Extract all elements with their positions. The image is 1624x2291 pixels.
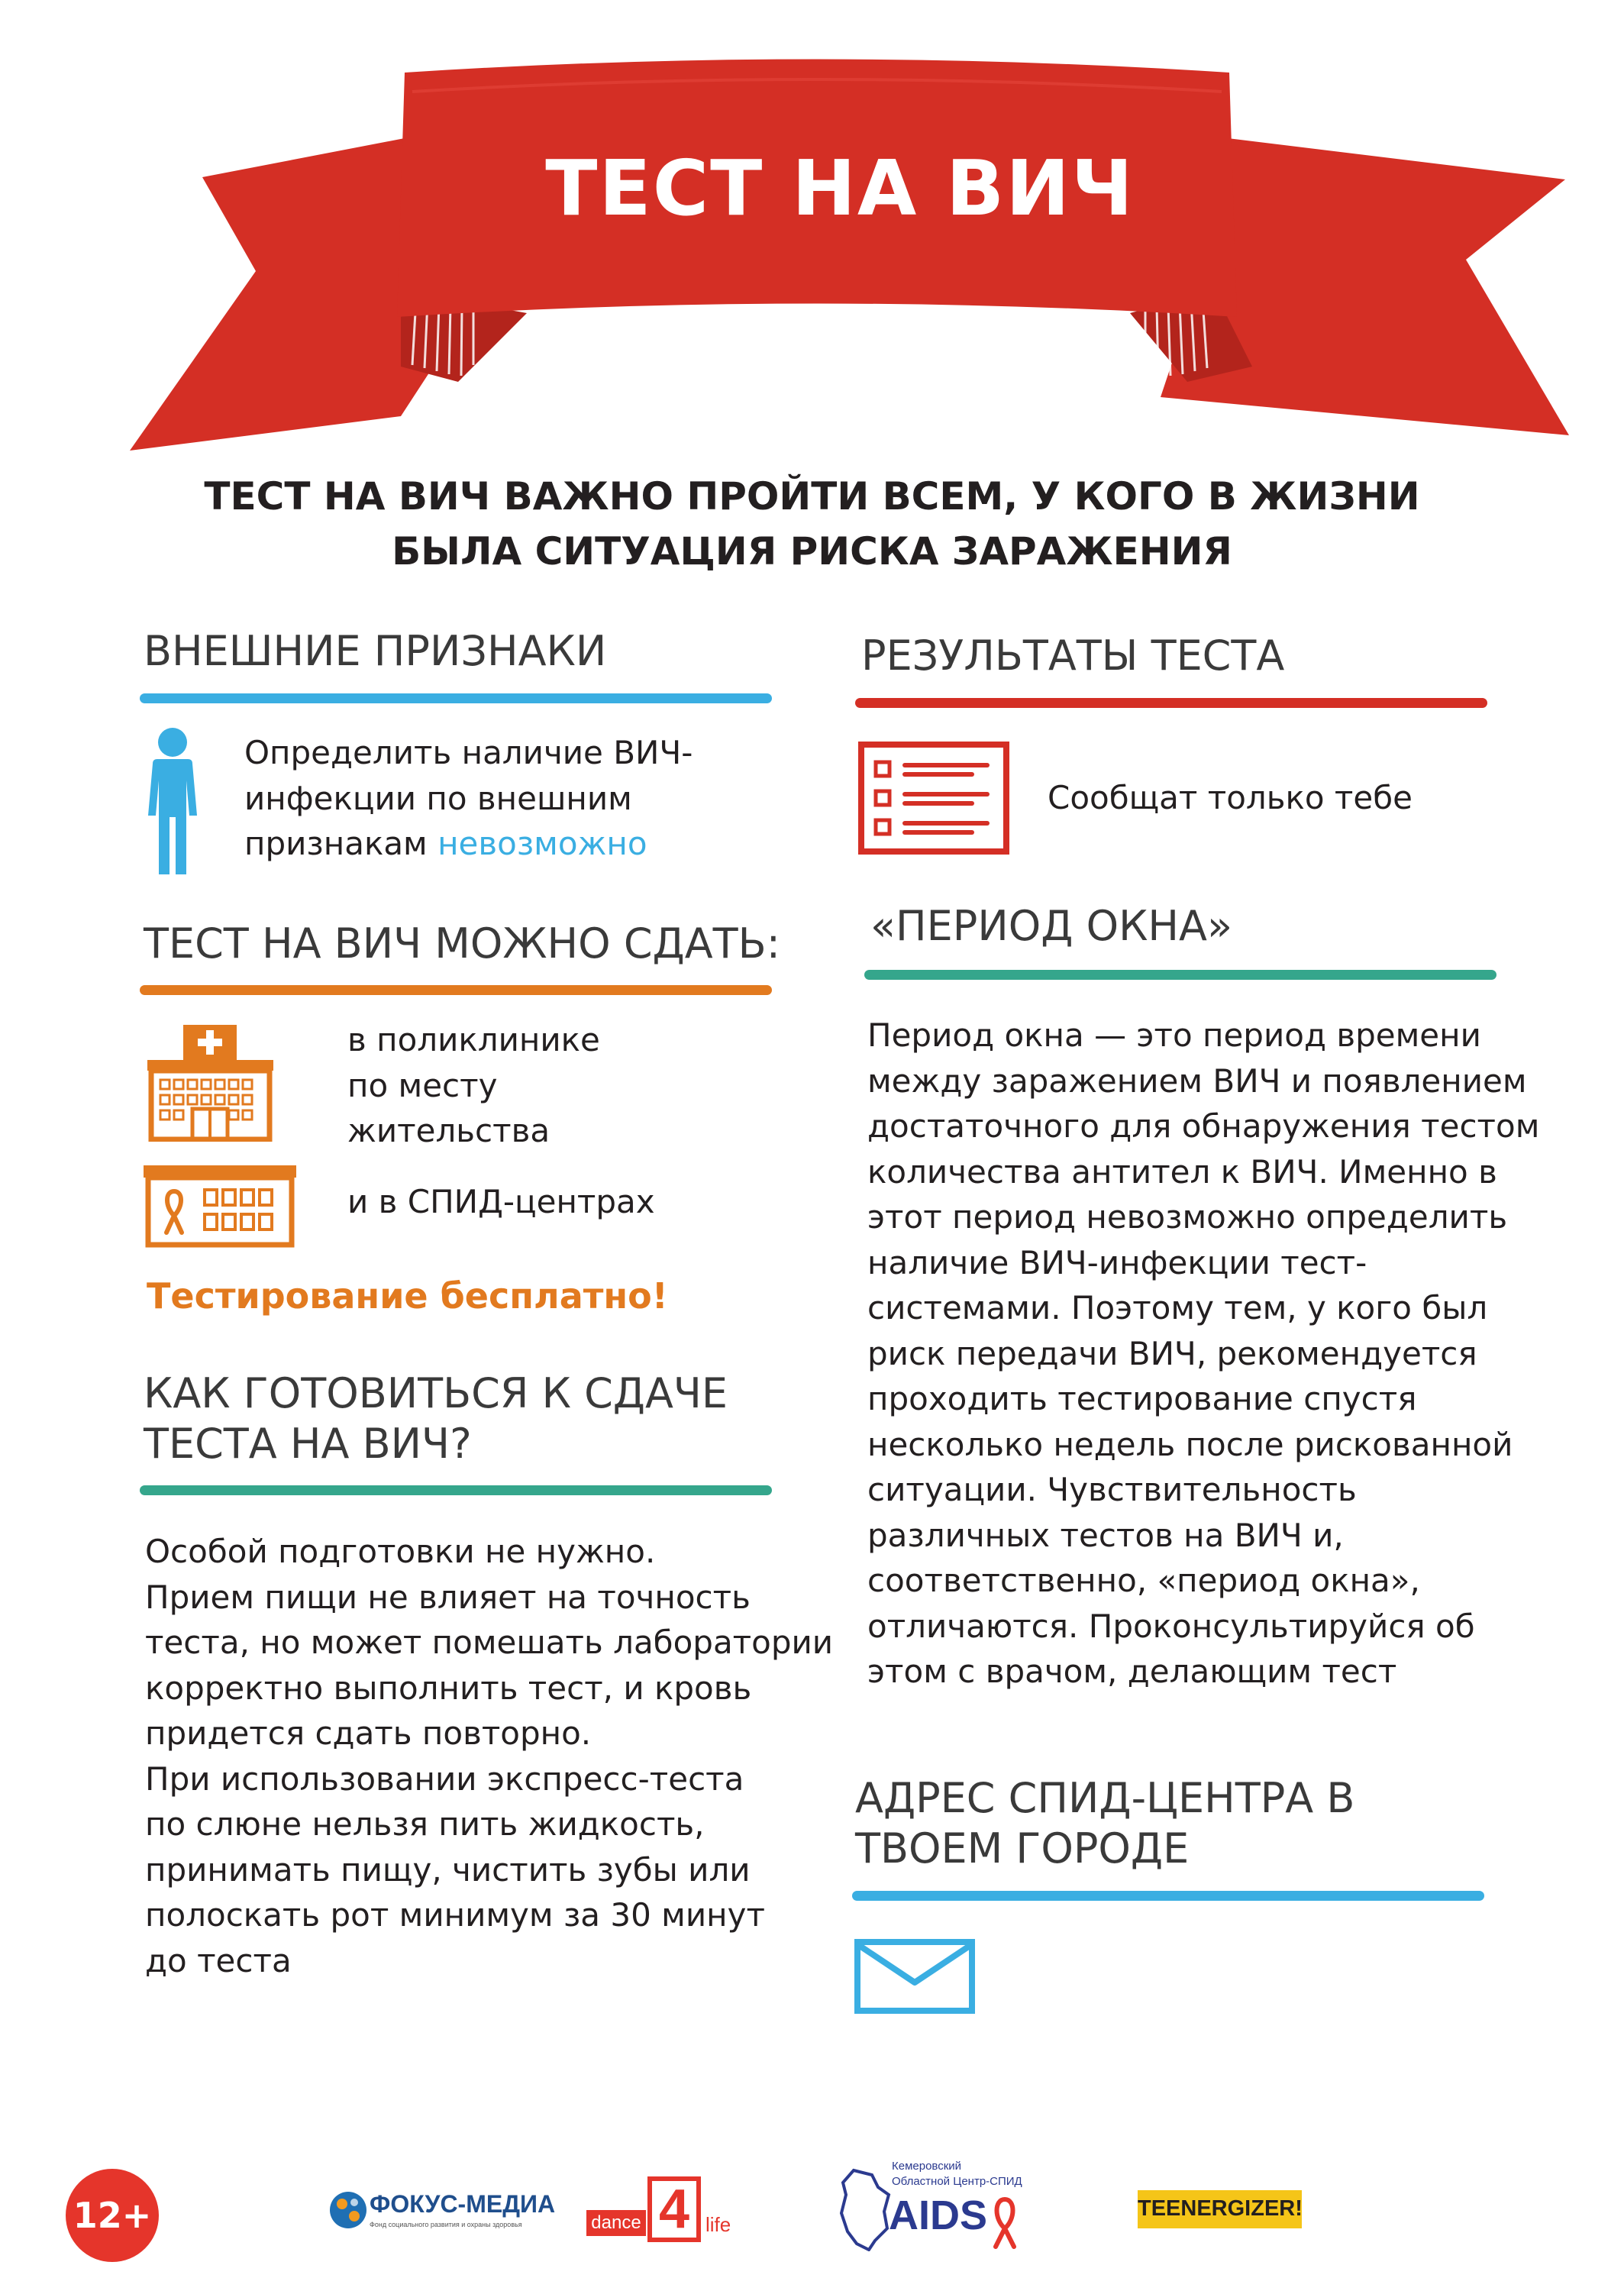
address-divider [852, 1891, 1484, 1901]
window-period-line: этот период невозможно определить [867, 1198, 1508, 1236]
kemerovo-aids-center-logo [838, 2158, 1022, 2257]
window-period-line: отличаются. Проконсультируйся об [867, 1607, 1475, 1645]
banner-title: ТЕСТ НА ВИЧ [545, 144, 1135, 233]
dance4life-number: 4 [647, 2176, 701, 2242]
preparation-title-line-1: КАК ГОТОВИТЬСЯ К СДАЧЕ [144, 1369, 728, 1417]
focus-media-logo [328, 2186, 556, 2239]
region-map-icon [838, 2167, 892, 2251]
impossible-accent-text: невозможно [437, 825, 647, 862]
globe-icon [328, 2190, 368, 2230]
window-period-text [867, 1013, 1539, 1695]
where-to-test-divider [140, 985, 772, 995]
preparation-divider [140, 1485, 772, 1495]
aids-center-text: и в СПИД-центрах [347, 1183, 655, 1220]
aids-logo-line-1: Кемеровский [892, 2160, 962, 2173]
window-period-line: проходить тестирование спустя [867, 1380, 1417, 1417]
preparation-line: по слюне нельзя пить жидкость, [145, 1805, 705, 1843]
preparation-text [145, 1529, 833, 1983]
preparation-line: до теста [145, 1941, 292, 1979]
window-period-line: различных тестов на ВИЧ и, [867, 1516, 1344, 1554]
where-to-test-title: ТЕСТ НА ВИЧ МОЖНО СДАТЬ: [144, 919, 780, 968]
preparation-title-line-2: ТЕСТА НА ВИЧ? [144, 1420, 472, 1468]
person-icon [142, 725, 203, 878]
external-signs-line-3 [244, 821, 693, 867]
preparation-line: Прием пищи не влияет на точность [145, 1578, 751, 1616]
preparation-line: полоскать рот минимум за 30 минут [145, 1896, 765, 1934]
results-title: РЕЗУЛЬТАТЫ ТЕСТА [861, 632, 1285, 680]
external-signs-line-1: Определить наличие ВИЧ- [244, 734, 693, 771]
window-period-line: Период окна — это период времени [867, 1016, 1481, 1054]
focus-media-subtitle: Фонд социального развития и охраны здоровья [370, 2221, 522, 2228]
window-period-divider [864, 970, 1496, 980]
window-period-title: «ПЕРИОД ОКНА» [870, 902, 1233, 950]
window-period-line: количества антител к ВИЧ. Именно в [867, 1152, 1497, 1191]
external-signs-title: ВНЕШНИЕ ПРИЗНАКИ [144, 627, 607, 675]
window-period-line: системами. Поэтому тем, у кого был [867, 1289, 1488, 1326]
clinic-line-2: по месту [347, 1066, 498, 1104]
address-title-line-2: ТВОЕМ ГОРОДЕ [855, 1824, 1190, 1873]
preparation-line: При использовании экспресс-теста [145, 1759, 744, 1798]
window-period-line: риск передачи ВИЧ, рекомендуется [867, 1334, 1477, 1372]
aids-center-building-icon [144, 1162, 296, 1248]
preparation-title [144, 1368, 728, 1469]
window-period-line: ситуации. Чувствительность [867, 1471, 1357, 1508]
age-rating-text: 12+ [73, 2195, 152, 2236]
red-ribbon-icon [991, 2196, 1019, 2250]
preparation-line: Особой подготовки не нужно. [145, 1533, 656, 1570]
mail-envelope-icon [854, 1938, 976, 2015]
age-rating-badge [66, 2169, 159, 2262]
clinic-line-3: жительства [347, 1112, 550, 1149]
external-signs-divider [140, 693, 772, 703]
preparation-line: теста, но может помешать лаборатории [145, 1624, 834, 1661]
address-title [855, 1773, 1354, 1874]
external-signs-line-2: инфекции по внешним [244, 779, 632, 817]
aids-logo-main: AIDS [889, 2192, 988, 2238]
window-period-line: соответственно, «период окна», [867, 1562, 1420, 1599]
window-period-line: достаточного для обнаружения тестом [867, 1107, 1540, 1145]
window-period-line: этом с врачом, делающим тест [867, 1653, 1397, 1690]
dance4life-right-word: life [705, 2213, 731, 2236]
free-testing-note: Тестирование бесплатно! [147, 1275, 668, 1317]
window-period-line: несколько недель после рискованной [867, 1425, 1513, 1463]
external-signs-line-3-prefix: признакам [244, 825, 438, 862]
address-title-line-1: АДРЕС СПИД-ЦЕНТРА В [855, 1774, 1355, 1822]
results-divider [855, 698, 1487, 708]
results-text: Сообщат только тебе [1048, 779, 1413, 816]
clinic-line-1: в поликлинике [347, 1021, 600, 1058]
teenergizer-logo [1138, 2190, 1302, 2228]
clinic-building-icon [144, 1023, 277, 1142]
preparation-line: корректно выполнить тест, и кровь [145, 1669, 752, 1707]
subtitle-line-2: БЫЛА СИТУАЦИЯ РИСКА ЗАРАЖЕНИЯ [392, 529, 1232, 574]
results-document-icon [857, 741, 1010, 855]
focus-media-name: ФОКУС-МЕДИА [370, 2190, 556, 2218]
teenergizer-text: TEENERGIZER! [1138, 2196, 1303, 2221]
dance4life-logo [586, 2176, 747, 2245]
preparation-line: придется сдать повторно. [145, 1714, 592, 1752]
subtitle-line-1: ТЕСТ НА ВИЧ ВАЖНО ПРОЙТИ ВСЕМ, У КОГО В ЖИЗНИ [204, 474, 1420, 519]
preparation-line: принимать пищу, чистить зубы или [145, 1850, 751, 1889]
external-signs-text [244, 730, 693, 867]
clinic-text [347, 1017, 600, 1154]
window-period-line: между заражением ВИЧ и появлением [867, 1061, 1527, 1100]
dance4life-left-word: dance [586, 2210, 646, 2236]
aids-logo-line-2: Областной Центр-СПИД [892, 2175, 1022, 2188]
page-subtitle [153, 469, 1471, 579]
window-period-line: наличие ВИЧ-инфекции тест- [867, 1243, 1367, 1281]
